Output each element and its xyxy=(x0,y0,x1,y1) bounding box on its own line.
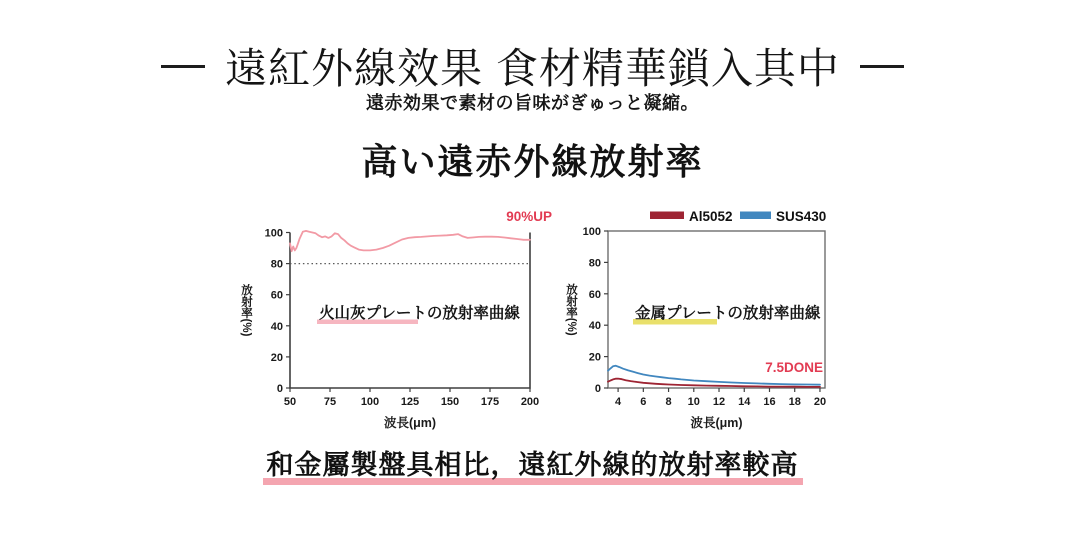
x-tick-label: 16 xyxy=(763,396,776,408)
metal-plate-emissivity-chart xyxy=(555,195,850,445)
x-tick-label: 150 xyxy=(440,396,460,408)
y-axis-label: 放射率(%) xyxy=(565,283,577,336)
x-tick-label: 10 xyxy=(687,396,700,408)
x-tick-label: 8 xyxy=(665,396,672,408)
x-tick-label: 75 xyxy=(323,396,337,408)
y-tick-label: 20 xyxy=(270,351,283,364)
y-axis-label: 放射率(%) xyxy=(240,284,252,337)
x-tick-label: 50 xyxy=(283,396,297,408)
legend-swatch-Al5052 xyxy=(650,212,684,220)
series-line-Al5052 xyxy=(608,379,820,387)
y-tick-label: 80 xyxy=(588,257,601,270)
x-tick-label: 100 xyxy=(360,396,380,408)
page-subtitle: 遠赤効果で素材の旨味がぎゅっと凝縮。 xyxy=(366,93,699,113)
y-tick-label: 0 xyxy=(276,383,283,395)
title-dash-left xyxy=(161,65,205,68)
chart-annotation: 金属プレートの放射率曲線 xyxy=(635,305,821,322)
x-tick-label: 175 xyxy=(480,396,500,408)
x-tick-label: 125 xyxy=(400,396,420,408)
y-tick-label: 60 xyxy=(270,289,283,302)
y-tick-label: 40 xyxy=(270,320,283,333)
x-axis-label: 波長(μm) xyxy=(383,416,437,430)
badge-label: 7.5DONE xyxy=(765,360,823,375)
volcanic-plate-emissivity-chart xyxy=(235,195,555,445)
title-dash-right xyxy=(860,65,904,68)
y-tick-label: 0 xyxy=(594,383,601,395)
caption-row xyxy=(0,443,1065,485)
chart-annotation: 火山灰プレートの放射率曲線 xyxy=(319,305,520,322)
y-tick-label: 20 xyxy=(588,351,601,364)
badge-label: 90%UP xyxy=(506,209,552,224)
page-title-row xyxy=(0,36,1065,96)
series-line-火山灰プレート xyxy=(290,231,530,251)
x-tick-label: 20 xyxy=(813,396,827,408)
page-title: 遠紅外線效果 食材精華鎖入其中 xyxy=(225,45,840,92)
x-tick-label: 14 xyxy=(738,396,751,408)
x-tick-label: 12 xyxy=(712,396,726,408)
legend-label-Al5052: Al5052 xyxy=(689,209,733,224)
x-tick-label: 6 xyxy=(640,396,647,408)
y-tick-label: 80 xyxy=(270,258,283,271)
y-tick-label: 60 xyxy=(588,288,601,301)
x-tick-label: 200 xyxy=(520,396,540,408)
x-tick-label: 4 xyxy=(615,396,622,408)
x-axis-label: 波長(μm) xyxy=(690,416,743,430)
y-tick-label: 100 xyxy=(582,226,601,238)
legend-label-SUS430: SUS430 xyxy=(776,209,827,224)
legend-swatch-SUS430 xyxy=(740,212,771,220)
x-tick-label: 18 xyxy=(788,396,801,408)
section-heading: 高い遠赤外線放射率 xyxy=(361,141,704,182)
bottom-caption: 和金屬製盤具相比，遠紅外線的放射率較高 xyxy=(263,443,803,485)
y-tick-label: 40 xyxy=(588,320,601,333)
y-tick-label: 100 xyxy=(264,227,283,240)
